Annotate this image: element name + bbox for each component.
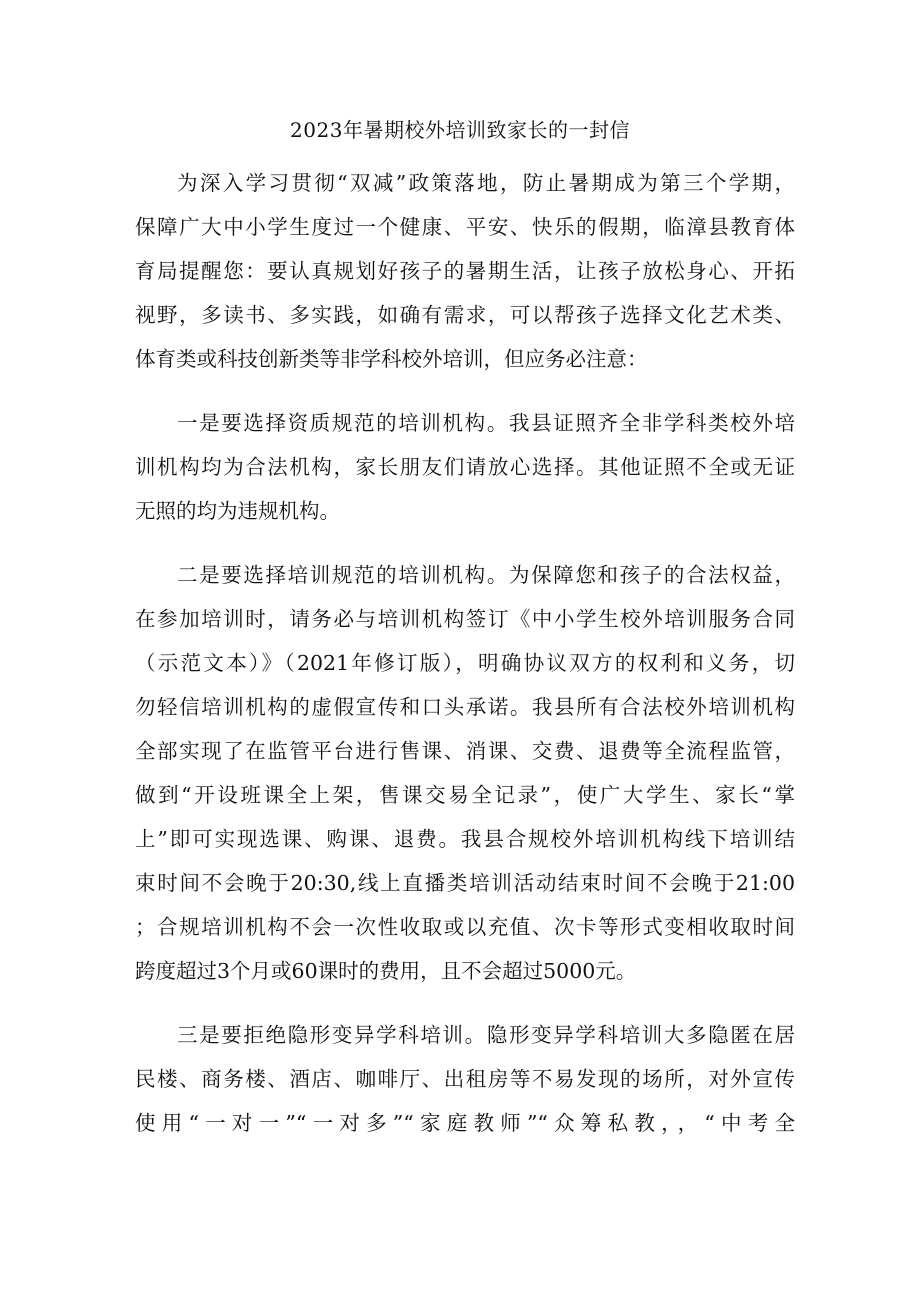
text-line: 保障广大中小学生度过一个健康、平安、快乐的假期，临漳县教育体 — [135, 215, 795, 239]
document-title: 2023年暑期校外培训致家长的一封信 — [290, 118, 630, 142]
text-line: 一是要选择资质规范的培训机构。我县证照齐全非学科类校外培 — [177, 411, 795, 435]
text-line: 跨度超过3个月或60课时的费用，且不会超过5000元。 — [135, 959, 637, 983]
text-line: 训机构均为合法机构，家长朋友们请放心选择。其他证照不全或无证 — [135, 455, 795, 479]
text-line: 视野，多读书、多实践，如确有需求，可以帮孩子选择文化艺术类、 — [135, 303, 795, 327]
text-line: 无照的均为违规机构。 — [135, 499, 340, 523]
text-line: ；合规培训机构不会一次性收取或以充值、次卡等形式变相收取时间 — [135, 915, 795, 939]
paragraph-intro — [135, 161, 795, 381]
paragraph-point-one — [135, 401, 795, 533]
text-line: 全部实现了在监管平台进行售课、消课、交费、退费等全流程监管， — [135, 739, 795, 763]
paragraph-point-three — [135, 1013, 795, 1145]
text-line: （示范文本）》（2021年修订版），明确协议双方的权利和义务，切 — [135, 651, 795, 675]
text-line: 育局提醒您：要认真规划好孩子的暑期生活，让孩子放松身心、开拓 — [135, 259, 795, 283]
text-line: 束时间不会晚于20:30,线上直播类培训活动结束时间不会晚于21:00 — [135, 871, 795, 895]
text-line: 民楼、商务楼、酒店、咖啡厅、出租房等不易发现的场所，对外宣传 — [135, 1067, 795, 1091]
text-line: 体育类或科技创新类等非学科校外培训，但应务必注意： — [135, 347, 648, 371]
paragraph-point-two — [135, 553, 795, 993]
text-line: 为深入学习贯彻“双减”政策落地，防止暑期成为第三个学期， — [177, 171, 795, 195]
text-line: 上”即可实现选课、购课、退费。我县合规校外培训机构线下培训结 — [135, 827, 795, 851]
document-body — [135, 161, 795, 1165]
text-line: 二是要选择培训规范的培训机构。为保障您和孩子的合法权益， — [177, 563, 795, 587]
text-line: 在参加培训时，请务必与培训机构签订《中小学生校外培训服务合同 — [135, 607, 795, 631]
text-line: 做到“开设班课全上架，售课交易全记录”，使广大学生、家长“掌 — [135, 783, 795, 807]
text-line: 三是要拒绝隐形变异学科培训。隐形变异学科培训大多隐匿在居 — [177, 1023, 795, 1047]
text-line: 勿轻信培训机构的虚假宣传和口头承诺。我县所有合法校外培训机构 — [135, 695, 795, 719]
text-line: 使用“一对一”“一对多”“家庭教师”“众筹私教，，“中考全 — [135, 1111, 795, 1135]
